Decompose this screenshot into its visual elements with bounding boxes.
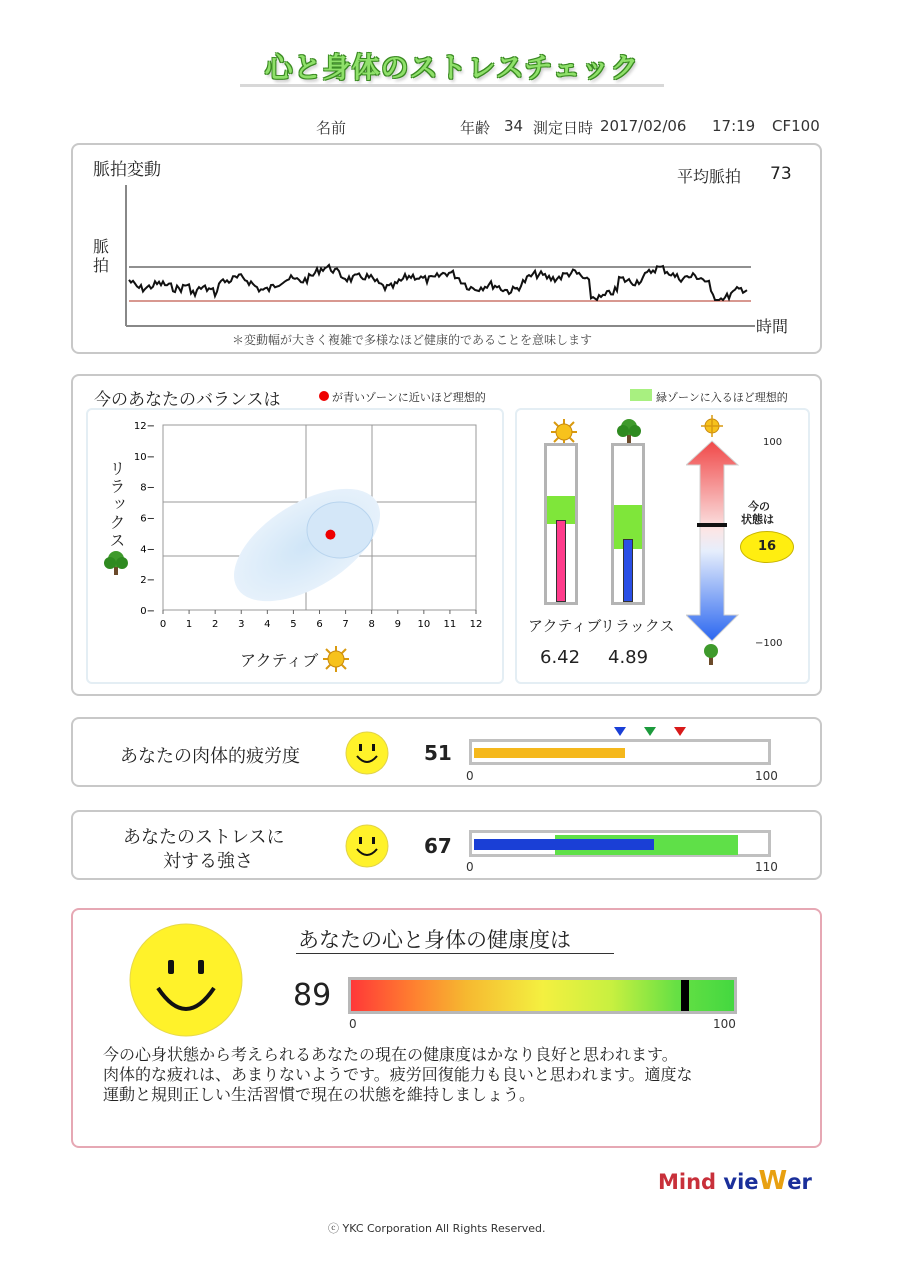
x-tick-label: 7 [342, 619, 349, 630]
pulse-title: 脈拍変動 [93, 160, 161, 180]
health-marker [681, 980, 689, 1011]
current-balance-point [325, 530, 335, 540]
sun-icon [322, 645, 350, 673]
pulse-waveform [129, 265, 747, 300]
state-label-2: 状態は [741, 513, 774, 526]
pulse-y-label-2: 拍 [93, 256, 110, 275]
state-label-1: 今の [748, 500, 770, 513]
health-title: あなたの心と身体の健康度は [298, 928, 571, 952]
pulse-note: ＊変動幅が大きく複雑で多様なほど健康的であることを意味します [232, 333, 593, 347]
fatigue-label: あなたの肉体的疲労度 [120, 746, 300, 767]
fatigue-max: 100 [755, 769, 778, 783]
y-tick-label: 12− [133, 421, 155, 432]
x-tick-label: 9 [394, 619, 401, 630]
health-gauge [348, 977, 737, 1014]
brand-vie: vie [723, 1170, 759, 1194]
big-smiley-face-icon [128, 922, 244, 1038]
blue-marker-icon [614, 727, 626, 736]
x-tick-label: 10 [417, 619, 431, 630]
state-scale-bottom: −100 [755, 638, 783, 649]
health-comment-line-1: 今の心身状態から考えられるあなたの現在の健康度はかなり良好と思われます。 [103, 1045, 678, 1064]
green-zone-legend-swatch [630, 389, 652, 401]
sun-icon [550, 418, 578, 446]
fatigue-bar [474, 748, 625, 758]
relax-bar [623, 539, 633, 602]
y-tick-label: 10− [133, 451, 155, 463]
x-tick-label: 0 [159, 619, 167, 630]
relax-gauge [611, 443, 645, 605]
y-tick-label: 4− [140, 544, 155, 556]
relax-value: 4.89 [608, 647, 649, 668]
x-tick-label: 8 [368, 619, 375, 630]
balance-title: 今のあなたのバランスは [94, 390, 281, 410]
state-scale-top: 100 [763, 437, 783, 448]
balance-scatter-chart [130, 415, 490, 640]
health-comment-line-3: 運動と規則正しい生活習慣で現在の状態を維持しましょう。 [103, 1085, 536, 1104]
stress-value: 67 [424, 834, 452, 858]
x-tick-label: 2 [211, 619, 219, 630]
tree-icon [103, 549, 129, 577]
age-value: 34 [504, 117, 524, 135]
health-title-underline [296, 953, 614, 954]
active-value: 6.42 [540, 647, 581, 668]
smiley-face-icon [344, 823, 390, 869]
red-marker-icon [674, 727, 686, 736]
tree-icon [616, 417, 642, 445]
pulse-y-label-1: 脈 [93, 237, 110, 256]
date-value: 2017/02/06 [600, 117, 687, 135]
copyright: ⓒ YKC Corporation All Rights Reserved. [328, 1222, 546, 1235]
health-comment-line-2: 肉体的な疲れは、あまりないようです。疲労回復能力も良いと思われます。適度な [103, 1065, 693, 1084]
x-tick-label: 12 [469, 619, 483, 630]
stress-label-1: あなたのストレスに [123, 827, 285, 848]
pulse-chart [115, 185, 765, 335]
report-title-banner [240, 40, 664, 90]
pulse-avg-label: 平均脈拍 [677, 167, 742, 186]
brand-mind: Mind [658, 1170, 717, 1194]
report-title: 心と身体のストレスチェック [264, 51, 640, 84]
stress-gauge [469, 830, 771, 857]
stress-max: 110 [755, 860, 778, 874]
age-label: 年齢 [460, 119, 491, 137]
green-zone-legend: 緑ゾーンに入るほど理想的 [656, 391, 788, 404]
title-underline [240, 84, 664, 87]
relax-bar-label: リラックス [600, 617, 675, 635]
x-tick-label: 4 [264, 619, 271, 630]
x-tick-label: 6 [316, 619, 323, 630]
current-state-marker [697, 523, 727, 527]
x-tick-label: 3 [238, 619, 245, 630]
red-dot-icon [319, 391, 329, 401]
pulse-avg-value: 73 [770, 164, 792, 184]
stress-label-2: 対する強さ [163, 851, 253, 872]
brand-er: er [787, 1170, 812, 1194]
green-marker-icon [644, 727, 656, 736]
fatigue-gauge [469, 739, 771, 765]
brand-logo [658, 1166, 812, 1196]
x-tick-label: 11 [443, 619, 457, 630]
x-tick-label: 1 [185, 619, 193, 630]
ideal-blue-zone-inner [307, 502, 373, 558]
x-tick-label: 5 [290, 619, 297, 630]
date-label: 測定日時 [533, 119, 594, 137]
state-arrow [686, 413, 746, 675]
fatigue-value: 51 [424, 741, 452, 765]
y-tick-label: 8− [140, 482, 155, 494]
name-label: 名前 [316, 119, 347, 137]
smiley-face-icon [344, 730, 390, 776]
scatter-x-label: アクティブ [240, 651, 319, 670]
active-gauge [544, 443, 578, 605]
fatigue-markers [612, 725, 692, 739]
fatigue-min: 0 [466, 769, 474, 783]
y-tick-label: 6− [140, 513, 155, 525]
pulse-x-label: 時間 [756, 317, 789, 336]
state-value-badge: 16 [740, 531, 794, 563]
y-tick-label: 0− [140, 606, 155, 617]
brand-w: W [758, 1166, 788, 1196]
y-tick-label: 2− [140, 575, 155, 587]
health-value: 89 [293, 978, 332, 1013]
time-value: 17:19 [712, 117, 756, 135]
red-dot-legend: が青いゾーンに近いほど理想的 [332, 391, 486, 404]
stress-bar [474, 839, 654, 850]
active-bar-label: アクティブ [528, 617, 602, 635]
health-min: 0 [349, 1017, 357, 1031]
active-bar [556, 520, 566, 602]
health-max: 100 [713, 1017, 736, 1031]
cf-value: CF100 [772, 117, 820, 135]
stress-min: 0 [466, 860, 474, 874]
scatter-y-label: リラックス [107, 460, 126, 550]
